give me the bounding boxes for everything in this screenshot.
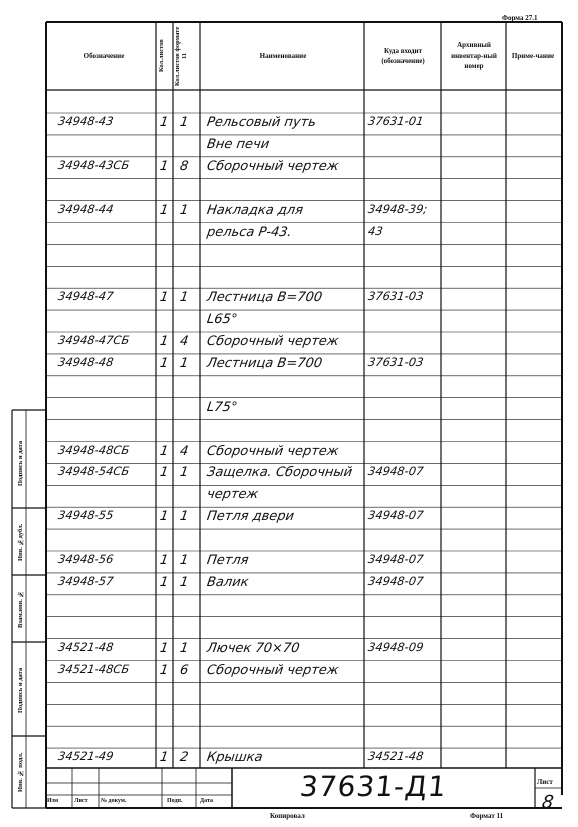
row-count-a11: 1 [178,640,190,656]
row-count: 1 [158,465,170,481]
row-name: Сборочный чертеж [205,662,340,678]
header-note: Приме-чание [511,51,555,60]
row-name: Лючек 70×70 [205,640,301,656]
copied-label: Копировал [270,812,305,820]
row-code: 34948-44 [57,201,115,216]
row-count: 1 [158,574,170,590]
row-code: 34948-43 [57,114,115,128]
row-code: 34948-47 [57,289,115,304]
row-count-a11: 2 [178,750,190,766]
side-sign-date-1: Подпись и дата [17,440,24,486]
row-count-a11: 1 [178,509,190,525]
row-name: Петля двери [205,509,296,525]
row-count-a11: 6 [178,662,190,678]
row-count-a11: 1 [178,355,190,371]
row-name: чертеж [205,487,260,503]
rev-col-doc: № докум. [101,798,127,804]
row-count: 1 [158,553,170,568]
row-name: Рельсовый путь [205,115,317,130]
rev-col-sign: Подп. [167,798,183,804]
sheet-label: Лист [537,778,553,786]
row-count-a11: 1 [178,465,190,481]
row-where-used: 37631-03 [367,289,425,304]
row-where-used: 34948-09 [367,639,425,654]
row-where-used: 34948-07 [367,573,425,588]
row-code: 34948-43СБ [57,157,131,172]
row-name: рельса Р-43. [205,224,293,240]
row-count: 1 [158,158,170,174]
row-code: 34521-48СБ [57,661,131,676]
row-count-a11: 1 [178,290,190,306]
row-count: 1 [158,750,170,766]
format-label: Формат 11 [470,812,504,820]
row-count: 1 [158,115,170,130]
row-count-a11: 1 [178,574,190,590]
row-where-used: 37631-01 [367,114,425,128]
row-code: 34948-47СБ [57,333,131,347]
rev-col-date: Дата [200,798,213,804]
row-count: 1 [158,202,170,218]
row-name: Вне печи [205,136,271,152]
row-code: 34948-48 [57,354,115,369]
side-inv-dubl: Инв. №дубл. [17,523,24,561]
row-code: 34948-54СБ [57,464,131,479]
row-name: Сборочный чертеж [205,334,340,349]
form-label: Форма 27.1 [502,14,538,22]
row-where-used: 34948-07 [367,552,425,566]
row-name: Сборочный чертеж [205,443,340,459]
row-where-used: 34948-39; [367,201,429,216]
rev-col-izm: Изм [47,798,59,804]
row-code: 34521-48 [57,639,115,654]
header-archive: Архивный инвентар-ный номер [451,41,497,71]
row-where-used: 43 [367,223,384,238]
row-where-used: 37631-03 [367,354,425,369]
row-count-a11: 4 [178,443,190,459]
row-name: Сборочный чертеж [205,158,340,174]
row-where-used: 34521-48 [367,749,425,764]
row-count-a11: 8 [178,158,190,174]
row-count: 1 [158,443,170,459]
doc-number: 37631-Д1 [298,770,449,803]
row-name: Накладка для [205,202,304,218]
row-count-a11: 1 [178,553,190,568]
row-code: 34948-48СБ [57,442,131,457]
row-count: 1 [158,355,170,371]
rev-col-list: Лист [74,798,88,804]
row-name: Лестница В=700 [205,355,324,371]
row-name: Защелка. Сборочный [205,465,354,481]
sheet-number: 8 [540,792,555,813]
row-code: 34948-57 [57,573,115,588]
row-code: 34948-56 [57,552,115,566]
header-sheets-count: Кол.листов [158,39,165,73]
row-count: 1 [158,640,170,656]
row-name: L75° [205,399,239,415]
row-code: 34948-55 [57,508,115,523]
row-code: 34521-49 [57,749,115,764]
side-sign-date-2: Подпись и дата [17,667,24,713]
row-name: L65° [205,312,239,328]
row-name: Крышка [205,750,264,766]
row-name: Лестница В=700 [205,290,324,306]
header-where-used: Куда входит (обозначение) [381,46,425,65]
row-count: 1 [158,509,170,525]
row-name: Петля [205,553,250,568]
row-count: 1 [158,662,170,678]
side-inv-orig: Инв. № подл. [17,752,24,792]
row-count-a11: 4 [178,334,190,349]
row-count: 1 [158,290,170,306]
row-where-used: 34948-07 [367,508,425,523]
row-where-used: 34948-07 [367,464,425,479]
side-vzam-inv: Взам.инв. № [17,590,24,628]
header-sheets-a11: Кол.листов формате 11 [174,26,188,86]
row-name: Валик [205,574,250,590]
header-designation: Обозначение [83,51,125,60]
row-count: 1 [158,334,170,349]
header-name: Наименование [259,51,307,60]
row-count-a11: 1 [178,202,190,218]
row-count-a11: 1 [178,115,190,130]
